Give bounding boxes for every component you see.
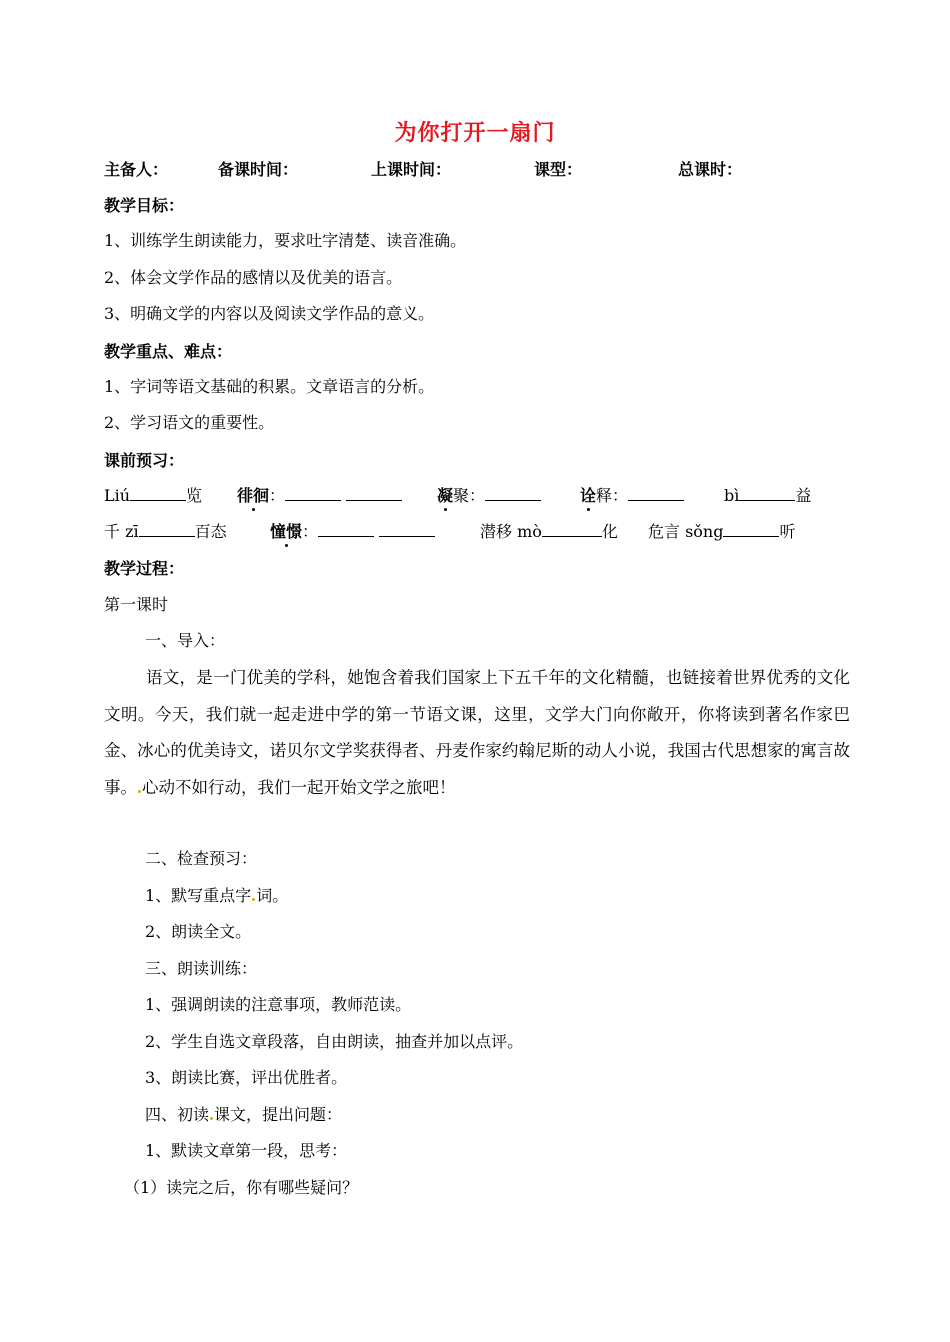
answer-blank [739, 484, 795, 501]
section-title: 一、导入： [145, 631, 226, 650]
lesson-label: 第一课时 [104, 595, 169, 614]
intro-text: 语文，是一门优美的学科，她饱含着我们国家上下五千年的文化精髓，也链接着世界优秀的文化文明。今天，我们就一起走进中学的第一节语文课，这里，文学大门向你敞开，你将读到著名作家巴金、冰心的优美诗文，诺贝尔文学奖获得者、丹麦作家约翰尼斯的动人小说，我国古代思想家的寓言故事。 [104, 668, 850, 797]
answer-blank [485, 484, 541, 501]
prep-time-label: 备课时间： [218, 160, 299, 179]
class-time-label: 上课时间： [371, 160, 452, 179]
answer-blank [542, 520, 602, 537]
total-hours-label: 总课时： [678, 160, 743, 179]
process-heading: 教学过程 [104, 559, 169, 578]
preview-item-quanshi [580, 484, 684, 508]
objective-item: 1、训练学生朗读能力，要求吐字清楚、读音准确。 [104, 231, 467, 250]
margin-marker [138, 790, 141, 793]
word-text: 释： [596, 486, 629, 505]
preview-item-biyi [724, 484, 811, 508]
intro-text: 心动不如行动，我们一起开始文学之旅吧！ [142, 777, 456, 797]
word-text: 聚： [453, 486, 486, 505]
preview-item-liulan [104, 484, 202, 508]
process-heading-line [104, 557, 184, 581]
step-text: 词。 [256, 886, 289, 905]
step-item: 1、强调朗读的注意事项，教师范读。 [145, 995, 412, 1014]
word-text: 听 [779, 522, 796, 541]
colon-text: ： [269, 486, 286, 505]
pinyin-text: 危言 sǒng [648, 522, 724, 541]
objective-item: 3、明确文学的内容以及阅读文学作品的意义。 [104, 304, 435, 323]
dotted-word: 凝 [437, 486, 454, 505]
word-text: 百态 [194, 522, 227, 541]
process-heading-colon: ： [168, 559, 185, 578]
dotted-word: 徘徊 [237, 486, 270, 505]
objective-item: 2、体会文学作品的感情以及优美的语言。 [104, 268, 403, 287]
answer-blank [130, 484, 186, 501]
word-text: 览 [186, 486, 203, 505]
preview-heading: 课前预习： [104, 451, 185, 470]
answer-blank [379, 520, 435, 537]
colon-text: ： [302, 522, 319, 541]
preview-item-ningju [437, 484, 541, 508]
preparer-label: 主备人： [104, 160, 169, 179]
section-title: 二、检查预习： [145, 849, 258, 868]
step-item: 2、朗读全文。 [145, 922, 252, 941]
preview-item-chongjing [270, 520, 435, 544]
section-title [145, 1103, 342, 1127]
section-title-text: 四、初读 [145, 1105, 210, 1124]
margin-marker [252, 898, 255, 901]
intro-paragraph [104, 660, 850, 806]
margin-marker [210, 1117, 213, 1120]
key-point-item: 1、字词等语文基础的积累。文章语言的分析。 [104, 377, 435, 396]
answer-blank [318, 520, 374, 537]
pinyin-text: bì [724, 486, 740, 505]
key-points-heading: 教学重点、难点： [104, 342, 233, 361]
preview-item-qianyimohua [480, 520, 618, 544]
step-item: 3、朗读比赛，评出优胜者。 [145, 1068, 348, 1087]
lesson-meta-row [104, 157, 864, 181]
pinyin-text: Liú [104, 486, 131, 505]
dotted-word: 憧憬 [270, 522, 303, 541]
step-text: 1、默写重点字 [145, 886, 252, 905]
answer-blank [628, 484, 684, 501]
pinyin-text: 潜移 mò [480, 522, 542, 541]
answer-blank [285, 484, 341, 501]
step-item: 2、学生自选文章段落，自由朗读，抽查并加以点评。 [145, 1032, 524, 1051]
word-text: 化 [601, 522, 618, 541]
dotted-word: 诠 [580, 486, 597, 505]
preview-item-qianzi [104, 520, 227, 544]
key-point-item: 2、学习语文的重要性。 [104, 413, 275, 432]
answer-blank [139, 520, 195, 537]
lesson-type-label: 课型： [534, 160, 583, 179]
preview-item-weiyansongting [648, 520, 796, 544]
step-item: 1、默读文章第一段，思考： [145, 1141, 348, 1160]
answer-blank [723, 520, 779, 537]
section-title: 三、朗读训练： [145, 959, 258, 978]
preview-item-paihuai [237, 484, 402, 508]
pinyin-text: 千 zī [104, 522, 139, 541]
answer-blank [346, 484, 402, 501]
question-item: （1）读完之后，你有哪些疑问？ [124, 1178, 359, 1197]
word-text: 益 [795, 486, 812, 505]
objectives-heading: 教学目标： [104, 196, 185, 215]
section-title-text: 课文，提出问题： [214, 1105, 343, 1124]
step-item [145, 884, 288, 908]
page-title: 为你打开一扇门 [394, 121, 556, 146]
